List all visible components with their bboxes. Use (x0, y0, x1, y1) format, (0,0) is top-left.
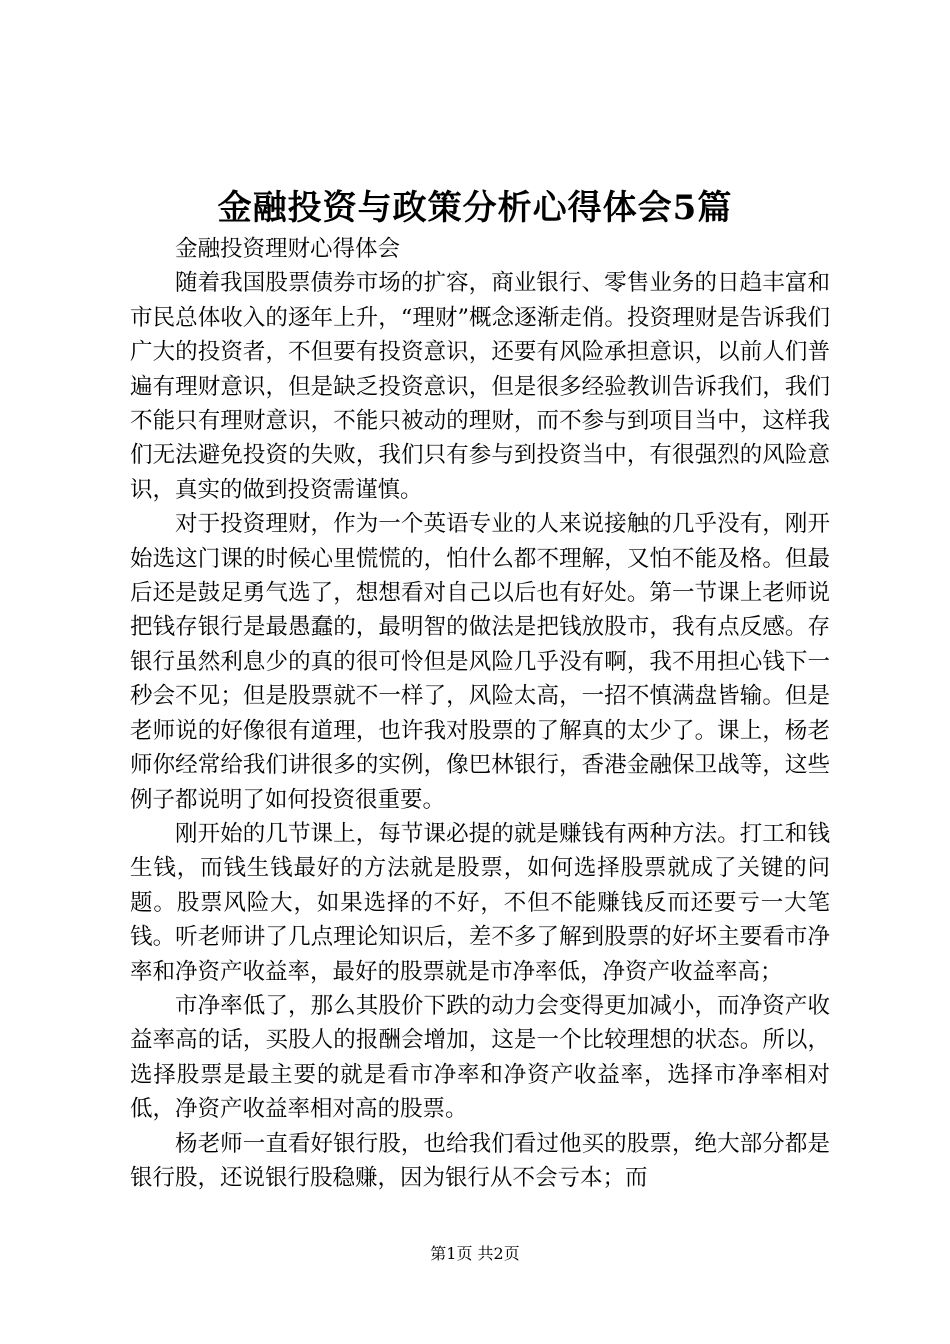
page-title: 金融投资与政策分析心得体会5篇 (217, 188, 733, 228)
body-paragraph: 对于投资理财，作为一个英语专业的人来说接触的几乎没有，刚开始选这门课的时候心里慌慌的，怕什么都不理解，又怕不能及格。但最后还是鼓足勇气选了，想想看对自己以后也有好处。第一节课上老师说把钱存银行是最愚蠢的，最明智的做法是把钱放股市，我有点反感。存银行虽然利息少的真的很可怜但是风险几乎没有啊，我不用担心钱下一秒会不见；但是股票就不一样了，风险太高，一招不慎满盘皆输。但是老师说的好像很有道理，也许我对股票的了解真的太少了。课上，杨老师你经常给我们讲很多的实例，像巴林银行，香港金融保卫战等，这些例子都说明了如何投资很重要。 (130, 511, 830, 813)
body-paragraph: 随着我国股票债券市场的扩容，商业银行、零售业务的日趋丰富和市民总体收入的逐年上升，“理财”概念逐渐走俏。投资理财是告诉我们广大的投资者，不但要有投资意识，还要有风险承担意识，以前人们普遍有理财意识，但是缺乏投资意识，但是很多经验教训告诉我们，我们不能只有理财意识，不能只被动的理财，而不参与到项目当中，这样我们无法避免投资的失败，我们只有参与到投资当中，有很强烈的风险意识，真实的做到投资需谨慎。 (130, 270, 830, 503)
body-paragraph: 市净率低了，那么其股价下跌的动力会变得更加减小，而净资产收益率高的话，买股人的报酬会增加，这是一个比较理想的状态。所以，选择股票是最主要的就是看市净率和净资产收益率，选择市净率相对低，净资产收益率相对高的股票。 (130, 992, 830, 1123)
body-paragraph: 杨老师一直看好银行股，也给我们看过他买的股票，绝大部分都是银行股，还说银行股稳赚，因为银行从不会亏本；而 (130, 1130, 830, 1191)
page-number: 第1页 共2页 (430, 1244, 520, 1263)
subtitle-paragraph: 金融投资理财心得体会 (175, 236, 401, 262)
body-paragraph: 刚开始的几节课上，每节课必提的就是赚钱有两种方法。打工和钱生钱，而钱生钱最好的方法就是股票，如何选择股票就成了关键的问题。股票风险大，如果选择的不好，不但不能赚钱反而还要亏一大笔钱。听老师讲了几点理论知识后，差不多了解到股票的好坏主要看市净率和净资产收益率，最好的股票就是市净率低，净资产收益率高； (130, 820, 830, 985)
document-body (130, 232, 830, 1195)
